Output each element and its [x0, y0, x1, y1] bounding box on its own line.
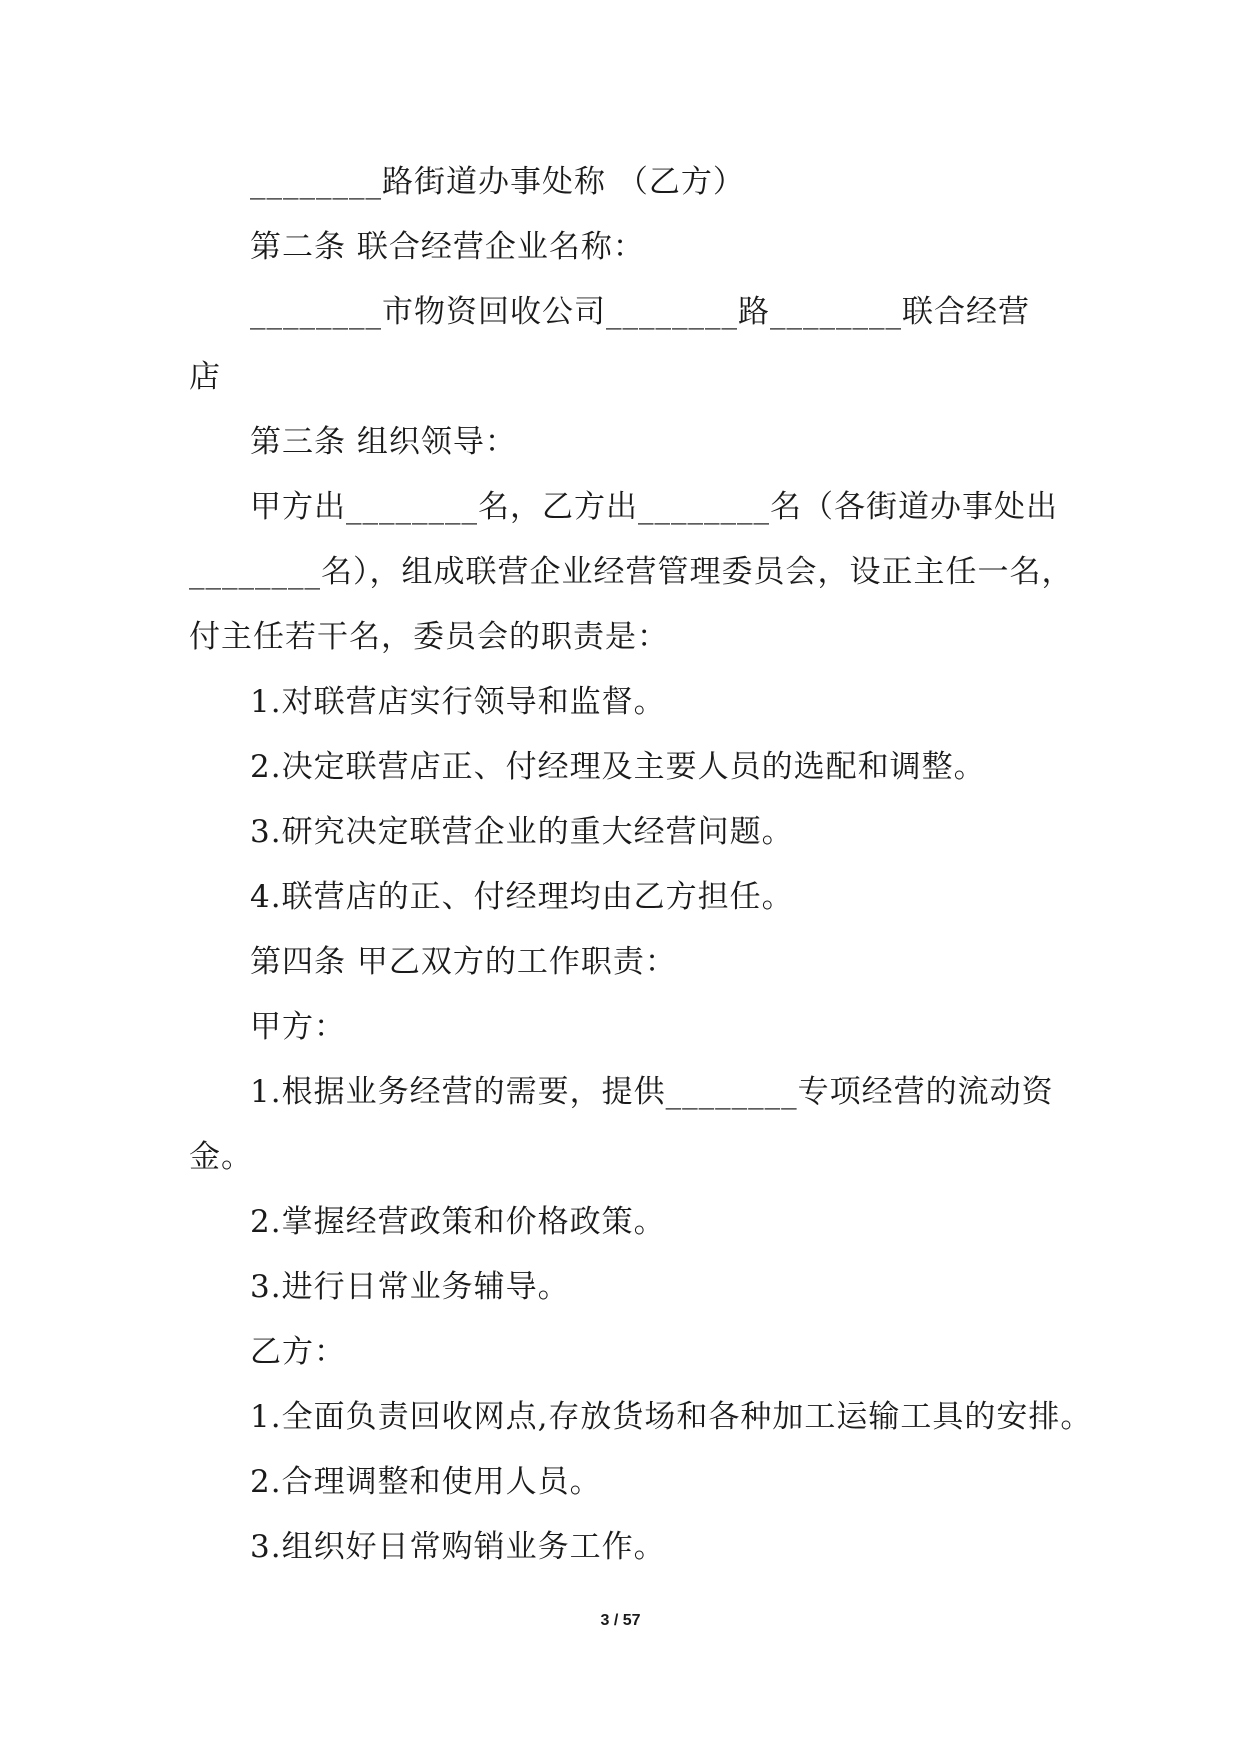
article-4-heading: 第四条 甲乙双方的工作职责：: [250, 944, 677, 980]
list-item: 2.掌握经营政策和价格政策。: [250, 1204, 666, 1240]
list-item: 3.进行日常业务辅导。: [250, 1269, 570, 1305]
page-number: 3 / 57: [600, 1612, 641, 1629]
text-line: 付主任若干名，委员会的职责是：: [189, 619, 669, 655]
list-item: 4.联营店的正、付经理均由乙方担任。: [250, 879, 794, 915]
text-line: 店: [189, 359, 221, 395]
list-item: 1.对联营店实行领导和监督。: [250, 684, 666, 720]
list-item: 2.合理调整和使用人员。: [250, 1464, 602, 1500]
party-a-heading: 甲方：: [250, 1009, 346, 1045]
list-item: 2.决定联营店正、付经理及主要人员的选配和调整。: [250, 749, 986, 785]
list-item: 1.全面负责回收网点,存放货场和各种加工运输工具的安排。: [250, 1399, 1093, 1435]
article-2-heading: 第二条 联合经营企业名称：: [250, 229, 645, 265]
text-line: 金。: [189, 1139, 253, 1175]
list-item: 3.研究决定联营企业的重大经营问题。: [250, 814, 794, 850]
text-line: ________名），组成联营企业经营管理委员会，设正主任一名，: [189, 554, 1074, 590]
text-line: ________路街道办事处称 （乙方）: [250, 164, 745, 200]
party-b-heading: 乙方：: [250, 1334, 346, 1370]
text-line: 甲方出________名，乙方出________名（各街道办事处出: [250, 489, 1058, 525]
list-item: 1.根据业务经营的需要，提供________专项经营的流动资: [250, 1074, 1054, 1110]
list-item: 3.组织好日常购销业务工作。: [250, 1529, 666, 1565]
text-line: ________市物资回收公司________路________联合经营: [250, 294, 1030, 330]
article-3-heading: 第三条 组织领导：: [250, 424, 517, 460]
